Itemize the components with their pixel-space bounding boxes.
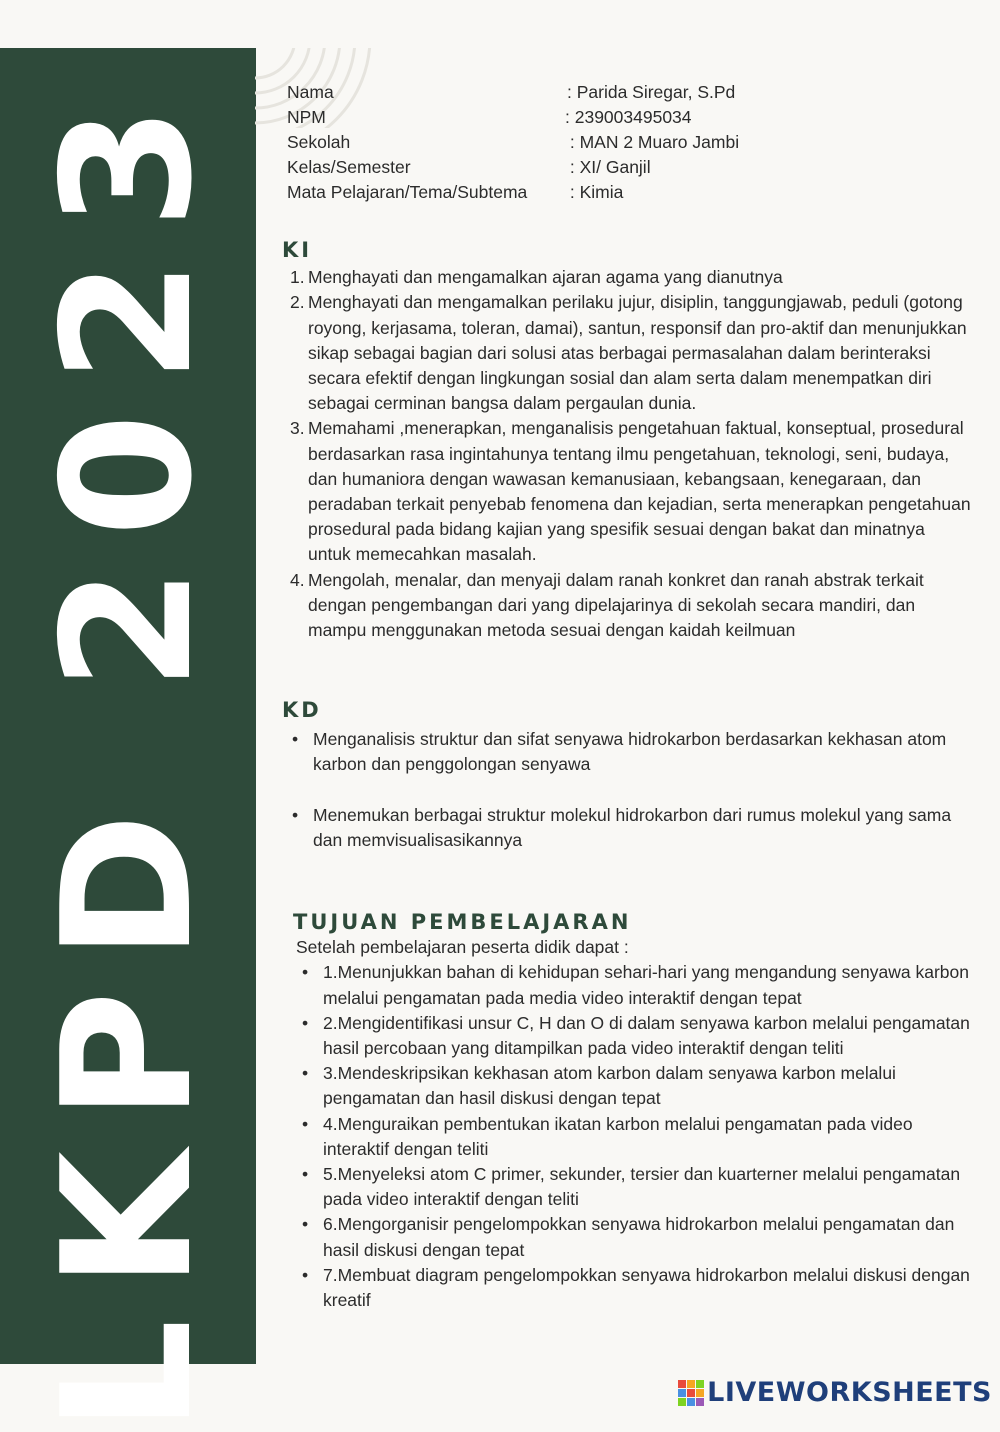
info-row-mapel (287, 180, 739, 205)
list-text: 4.Menguraikan pembentukan ikatan karbon melalui pengamatan pada video interaktif dengan teliti (323, 1113, 913, 1159)
list-text: 2.Mengidentifikasi unsur C, H dan O di dalam senyawa karbon melalui pengamatan hasil percobaan yang ditampilkan pada video interaktif dengan teliti (323, 1012, 970, 1059)
bullet-icon: • (302, 1214, 309, 1235)
info-label: Sekolah (287, 132, 351, 152)
list-text: Menghayati dan mengamalkan perilaku jujur, disiplin, tanggungjawab, peduli (gotong royong, kerjasama, toleran, damai), santun, responsif dan pro-aktif dan menunjukkan sikap sebagai bagian dari solusi atas berbagai permasalahan dalam berinteraksi secara efektif dengan lingkungan sosial dan alam serta dalam menempatkan diri sebagai cerminan bangsa dalam pergaulan dunia. (308, 292, 967, 414)
list-item (293, 1011, 973, 1061)
list-number: 4. (290, 569, 305, 590)
bullet-icon: • (302, 962, 309, 983)
bullet-icon: • (302, 1264, 309, 1285)
list-item (282, 727, 972, 777)
info-row-npm (287, 105, 739, 130)
list-item (282, 416, 972, 567)
tujuan-section (293, 910, 973, 1313)
list-number: 3. (290, 418, 305, 439)
info-value: : MAN 2 Muaro Jambi (565, 132, 740, 152)
list-text: Menganalisis struktur dan sifat senyawa hidrokarbon berdasarkan kekhasan atom karbon dan penggolongan senyawa (313, 729, 947, 775)
list-text: 7.Membuat diagram pengelompokkan senyawa hidrokarbon melalui diskusi dengan kreatif (323, 1264, 970, 1311)
list-text: 5.Menyeleksi atom C primer, sekunder, tersier dan kuarterner melalui pengamatan pada video interaktif dengan teliti (323, 1164, 961, 1210)
list-text: 3.Mendeskripsikan kekhasan atom karbon dalam senyawa karbon melalui pengamatan dan hasil diskusi dengan tepat (323, 1063, 896, 1109)
info-label: NPM (287, 107, 326, 127)
list-number: 1. (290, 267, 305, 288)
tujuan-list (293, 960, 973, 1313)
list-item (293, 1263, 973, 1313)
liveworksheets-footer[interactable] (678, 1377, 992, 1408)
kd-section (282, 698, 972, 853)
ki-list (282, 265, 972, 643)
list-item (293, 960, 973, 1010)
tujuan-intro: Setelah pembelajaran peserta didik dapat : (296, 937, 629, 958)
info-label: Mata Pelajaran/Tema/Subtema (287, 182, 528, 202)
list-item (282, 265, 972, 290)
list-number: 2. (290, 292, 305, 313)
info-value: : XI/ Ganjil (565, 157, 651, 177)
list-item (282, 803, 972, 853)
bullet-icon: • (302, 1164, 309, 1185)
ki-section (282, 238, 972, 643)
list-text: Memahami ,menerapkan, menganalisis pengetahuan faktual, konseptual, prosedural berdasarkan rasa ingintahunya tentang ilmu pengetahuan, teknologi, seni, budaya, dan humaniora dengan wawasan kemanusiaan, kebangsaan, kenegaraan, dan peradaban terkait penyebab fenomena dan kejadian, serta menerapkan pengetahuan prosedural pada bidang kajian yang spesifik sesuai dengan bakat dan minatnya untuk memecahkan masalah. (308, 418, 971, 565)
list-text: Menghayati dan mengamalkan ajaran agama yang dianutnya (308, 267, 783, 288)
sidebar-title: LKPD 2023 (24, 75, 231, 1432)
kd-list (282, 727, 972, 853)
list-text: Menemukan berbagai struktur molekul hidrokarbon dari rumus molekul yang sama dan memvisualisasikannya (313, 804, 952, 850)
list-item (293, 1061, 973, 1111)
liveworksheets-logo-icon (678, 1380, 704, 1406)
kd-heading: KD (282, 698, 322, 722)
info-row-kelas (287, 155, 739, 180)
bullet-icon: • (292, 804, 299, 825)
list-text: Mengolah, menalar, dan menyaji dalam ranah konkret dan ranah abstrak terkait dengan pengembangan dari yang dipelajarinya di sekolah secara mandiri, dan mampu menggunakan metoda sesuai dengan kaidah keilmuan (308, 569, 924, 641)
identity-info (287, 80, 739, 205)
sidebar-panel (0, 48, 256, 1432)
info-row-nama (287, 80, 739, 105)
list-item (282, 290, 972, 416)
list-text: 1.Menunjukkan bahan di kehidupan sehari-hari yang mengandung senyawa karbon melalui pengamatan pada media video interaktif dengan tepat (323, 962, 970, 1008)
bullet-icon: • (302, 1063, 309, 1084)
list-item (282, 568, 972, 644)
info-value: : 239003495034 (565, 107, 692, 127)
bullet-icon: • (302, 1012, 309, 1033)
info-value: : Kimia (565, 182, 624, 202)
ki-heading: KI (282, 238, 313, 262)
tujuan-heading: TUJUAN PEMBELAJARAN (293, 910, 632, 934)
list-item (293, 1162, 973, 1212)
info-label: Kelas/Semester (287, 157, 411, 177)
bullet-icon: • (292, 729, 299, 750)
info-row-sekolah (287, 130, 739, 155)
list-text: 6.Mengorganisir pengelompokkan senyawa hidrokarbon melalui pengamatan dan hasil diskusi dengan tepat (323, 1214, 955, 1260)
list-item (293, 1212, 973, 1262)
info-value: : Parida Siregar, S.Pd (567, 82, 736, 102)
info-label: Nama (287, 82, 334, 102)
footer-brand: LIVEWORKSHEETS (707, 1377, 992, 1408)
bullet-icon: • (302, 1113, 309, 1134)
list-item (293, 1112, 973, 1162)
